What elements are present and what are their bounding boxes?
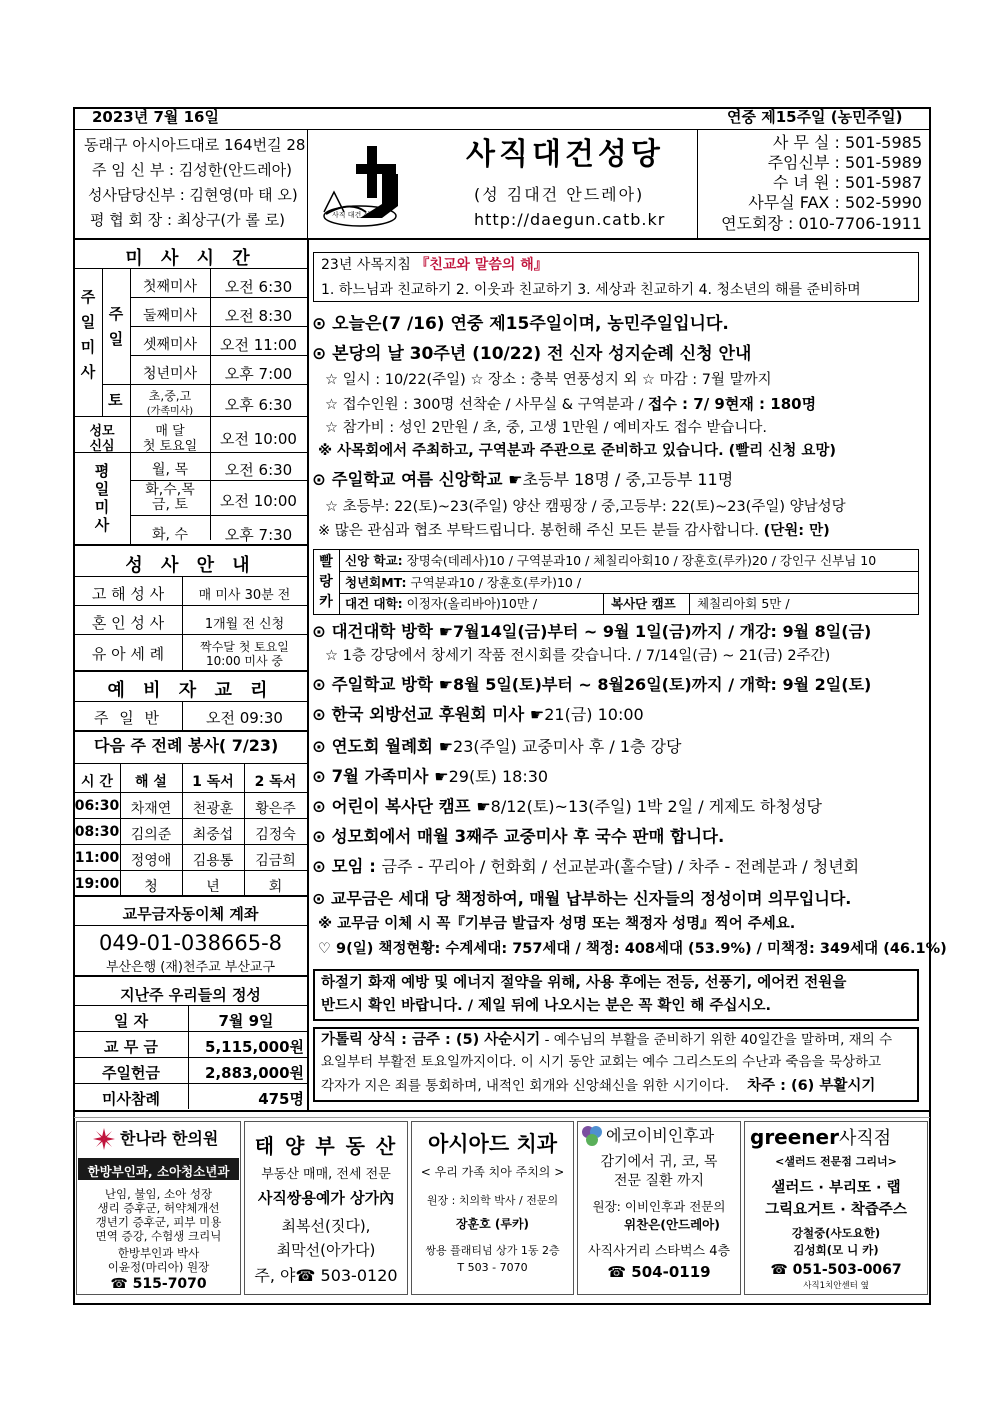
ad2-line: 부동산 매매, 전세 전문 [261,1167,391,1182]
weekday-time: 오전 10:00 [220,492,297,510]
donation-row-label: 청년회MT: [345,575,407,590]
service-time: 19:00 [74,876,120,892]
sacrament-value: 짝수달 첫 토요일 [200,640,289,654]
council-president: 평 협 회 장 : 최상구(가 롤 로) [90,211,286,229]
church-address: 동래구 아시아드대로 164번길 28 [84,136,306,154]
pointer-icon: ☛ [508,470,523,489]
thanks-text: ※ 많은 관심과 협조 부탁드립니다. 봉헌해 주신 모든 분들 감사합니다. [318,523,764,539]
offering-value: 475명 [258,1090,304,1108]
donation-camp-label: 복사단 캠프 [611,596,676,611]
pointer-icon: ☛ [438,622,454,641]
service-title: 다음 주 전례 봉사( 7/23) [94,736,279,755]
mass-time: 오전 11:00 [220,336,297,354]
divider [339,549,340,615]
divider [74,452,307,453]
motto-prefix-text: 23년 사목지침 [321,257,416,273]
ad1-tel: ☎ 515-7070 [110,1276,207,1292]
college-break-title: ⊙ 대건대학 방학 [312,622,439,641]
ad1-line: 한방부인과 박사 [117,1246,200,1260]
summer-school-count: 초등부 18명 / 중,고등부 11명 [522,470,734,489]
divider [74,605,307,606]
summer-school-thanks [318,524,830,539]
divider [130,326,307,327]
donation-row-3 [345,598,537,611]
monthly-label-2: 첫 토요일 [142,439,198,454]
phone-convent: 수 녀 원 : 501-5987 [772,173,922,192]
notice-altar-camp [312,799,822,816]
ad5-line: 그릭요거트 · 착즙주스 [765,1202,907,1218]
ad4-line: 사직사거리 스타벅스 4층 [587,1244,731,1259]
ad5-line: 강철중(사도요한) [791,1226,881,1240]
ad3-line: 원장 : 치의학 박사 / 전문의 [426,1194,559,1207]
divider [74,1031,307,1032]
notice-college-break [312,624,871,641]
offering-label: 미사참례 [102,1090,160,1108]
divider [74,1117,930,1118]
church-url[interactable]: http://daegun.catb.kr [474,210,666,229]
divider [74,975,307,977]
divider [74,925,307,926]
college-break-dates: 7월14일(금)부터 ~ 9월 1일(금)까지 / 개강: 9월 8일(금) [453,622,872,641]
divider [74,818,307,819]
mass-name: 초,중,고 [148,389,192,403]
marian-label: 성모 [89,424,115,439]
ad4-line: 원장: 이비인후과 전문의 [592,1199,726,1214]
mass-time: 오전 8:30 [224,307,293,325]
donation-row-text: 구역분과10 / 장훈호(루카)10 / [406,575,582,590]
monthly-label: 매 달 [155,424,185,439]
knowledge-title: 가톨릭 상식 : 금주 : (5) 사순시기 [321,1032,541,1048]
service-time: 08:30 [74,824,120,840]
knowledge-text: - 예수님의 부활을 준비하기 위한 40일간을 말하며, 재의 수 [540,1032,893,1048]
pointer-icon: ☛ [438,675,454,694]
divider [74,844,307,845]
ad3-name: 아시아드 치과 [427,1132,558,1156]
service-person: 김금희 [255,853,296,869]
divider [74,870,307,871]
divider [74,129,930,130]
logo-text: 사직 대건 성당 [332,211,378,219]
service-person: 김정숙 [255,827,296,843]
weekday-name: 화, 수 [152,527,188,543]
ad1-line: 이윤정(마리아) 원장 [107,1260,210,1274]
service-person: 년 [206,879,220,895]
phone-office: 사 무 실 : 501-5985 [772,133,922,152]
service-header: 해 설 [135,774,167,790]
divider [74,730,307,732]
sacrament-name: 혼 인 성 사 [91,614,165,632]
school-break-dates: 8월 5일(토)부터 ~ 8월26일(토)까지 / 개학: 9월 2일(토) [453,675,872,694]
ad4-line: 위찬은(안드레아) [624,1217,720,1232]
altar-camp-detail: 8/12(토)~13(주일) 1박 2일 / 게제도 하청성당 [490,797,822,816]
phone-pastor: 주임신부 : 501-5989 [767,153,922,172]
divider [74,895,307,897]
service-person: 차재연 [130,801,172,817]
divider [74,670,307,672]
divider [74,1083,307,1084]
mass-name-sub: (가족미사) [146,406,194,417]
college-exhibition: ☆ 1층 강당에서 창세기 작품 전시회를 갖습니다. / 7/14일(금) ~ 21(금) 2주간) [325,648,831,664]
service-person: 천광훈 [192,801,234,817]
service-header: 1 독서 [192,774,234,790]
ad5-name [750,1127,891,1148]
ad1-line: 갱년기 증후군, 피부 미용 [95,1215,222,1229]
divider [102,268,103,416]
church-name: 사직대건성당 [466,137,664,172]
bulletin-date: 2023년 7월 16일 [92,108,219,126]
donation-camp-text: 체칠리아회 5만 / [697,596,790,611]
divider [307,130,308,238]
motto-title: 『친교와 말씀의 해』 [415,257,548,273]
service-person: 김용통 [192,853,234,869]
registration-text: ☆ 접수인원 : 300명 선착순 / 사무실 & 구역분과 / [325,397,648,413]
divider [339,593,919,594]
divider [339,571,919,572]
weekday-name: 월, 목 [152,462,188,478]
sunday-label: 주일미사 [80,288,96,381]
phone-yeondo: 연도회장 : 010-7706-1911 [721,214,922,233]
mass-name: 둘째미사 [142,308,198,324]
flower-icon [92,1127,116,1151]
service-person: 회 [268,879,283,895]
ad4-name: 에코이비인후과 [606,1126,715,1145]
pointer-icon: ☛ [434,767,449,786]
notice-sunday-school-break [312,677,871,694]
mass-name: 셋째미사 [142,337,198,353]
divider [74,1057,307,1058]
notice-summer-school [312,472,733,489]
donation-row-label: 대건 대학: [345,596,403,611]
ad5-line: 사직1치안센터 옆 [803,1281,869,1291]
divider [74,238,930,240]
motto-items: 1. 하느님과 친교하기 2. 이웃과 친교하기 3. 세상과 친교하기 4. 청소년의 해를 준비하며 [321,282,861,298]
ad5-branch: 사직점 [838,1128,892,1149]
yeondo-title: ⊙ 연도회 월례회 [312,737,439,756]
mass-time: 오후 7:00 [224,365,293,383]
ad5-line: 샐러드 · 부리또 · 랩 [771,1180,901,1196]
ad2-line: 최복선(짓다), [281,1217,371,1235]
sacrament-name: 고 해 성 사 [91,585,165,603]
church-logo [320,142,408,232]
motto-prefix [321,258,548,272]
ad3-line: 쌍용 플래티넘 상가 1동 2층 [425,1244,560,1257]
sacrament-value: 1개월 전 신청 [204,617,285,632]
service-person: 최중섭 [192,827,234,843]
divider [74,544,307,546]
divider [74,701,307,702]
offering-title: 지난주 우리들의 정성 [120,986,261,1004]
energy-notice-line1: 하절기 화재 예방 및 에너지 절약을 위해, 사용 후에는 전등, 선풍기, 에어컨 전원을 [321,975,847,991]
service-person: 황은주 [255,801,296,817]
thanks-unit: (단원: 만) [763,523,830,539]
divider [74,634,307,635]
ad1-line: 난임, 불임, 소아 성장 [104,1187,213,1201]
service-person: 청 [144,879,158,895]
donation-row-text: 이정자(올리바아)10만 / [402,596,538,611]
family-mass-time: 29(토) 18:30 [448,767,549,786]
pilgrimage-registration [325,397,816,413]
notice-mission-mass [312,707,644,724]
service-time: 11:00 [74,850,120,866]
donation-label: 빨랑카 [319,554,333,610]
donation-row-2 [345,577,581,590]
mass-time: 오후 6:30 [224,396,293,414]
church-patron: (성 김대건 안드레아) [474,185,645,204]
tithe-status: ♡ 9(일) 책정현황: 수계세대: 757세대 / 책정: 408세대 (53.9%) / 미책정: 349세대 (46.1%) [318,941,947,957]
service-header: 시 간 [81,774,113,790]
school-break-title: ⊙ 주일학교 방학 [312,675,439,694]
weekday-label: 평일미사 [94,462,110,534]
offering-value: 2,883,000원 [205,1064,304,1082]
mass-title: 미 사 시 간 [125,248,256,269]
divider [102,384,307,385]
catechumen-time: 오전 09:30 [206,709,283,727]
mass-time: 오전 6:30 [224,278,293,296]
ad2-name: 태 양 부 동 산 [254,1134,398,1158]
pointer-icon: ☛ [476,797,491,816]
offering-value: 7월 9일 [218,1012,274,1030]
ad1-line: 면역 증강, 수험생 크리닉 [95,1229,222,1243]
account-number: 049-01-038665-8 [98,931,283,955]
pilgrimage-detail: ☆ 일시 : 10/22(주일) ☆ 장소 : 충북 연풍성지 외 ☆ 마감 : 7월 말까지 [325,372,772,388]
ad4-tel: ☎ 504-0119 [607,1263,711,1281]
ad4-line: 전문 질환 까지 [613,1173,705,1189]
assistant-priest: 성사담당신부 : 김현영(마 태 오) [88,186,298,204]
notice-today: ⊙ 오늘은(7 /16) 연중 제15주일이며, 농민주일입니다. [312,314,729,334]
service-time: 06:30 [74,798,120,814]
notice-yeondo-meeting [312,739,681,756]
divider [130,355,307,356]
saturday-label: 토 [108,391,123,409]
offering-label: 교 무 금 [104,1038,158,1056]
summer-school-detail: ☆ 초등부: 22(토)~23(주일) 양산 캠핑장 / 중,고등부: 22(토)~23(주일) 양남성당 [325,499,846,515]
divider [74,763,307,764]
donation-row-1 [345,555,876,568]
divider [130,297,307,298]
knowledge-next: 차주 : (6) 부활시기 [747,1078,876,1094]
sacrament-title: 성 사 안 내 [125,555,256,576]
meetings-detail: 금주 - 꾸리아 / 헌화회 / 선교분과(홀수달) / 차주 - 전례분과 / 청년회 [381,857,860,876]
sunday-inner-label: 주일 [108,305,124,348]
family-mass-title: ⊙ 7월 가족미사 [312,767,435,786]
ad1-band-text: 한방부인과, 소아청소년과 [87,1164,230,1179]
knowledge-line3 [321,1079,875,1094]
service-person: 김의준 [130,827,172,843]
pointer-icon: ☛ [438,737,454,756]
divider [307,240,309,1110]
donation-row-label: 신앙 학교: [345,553,403,568]
divider [603,593,604,615]
divider [130,515,307,516]
pilgrimage-fee: ☆ 참가비 : 성인 2만원 / 초, 중, 고생 1만원 / 예비자도 접수 받습니다. [325,420,768,436]
catechumen-title: 예 비 자 교 리 [107,680,274,701]
ad2-tel: 주, 야☎ 503-0120 [254,1266,398,1285]
ad1-name: 한나라 한의원 [120,1129,219,1148]
energy-notice-line2: 반드시 확인 바랍니다. / 제일 뒤에 나오시는 분은 꼭 확인 해 주십시오. [321,998,772,1014]
account-bank: 부산은행 (재)천주교 부산교구 [105,960,276,975]
liturgical-week: 연중 제15주일 (농민주일) [727,108,903,126]
yeondo-detail: 23(주일) 교중미사 후 / 1층 강당 [453,737,682,756]
pointer-icon: ☛ [529,705,545,724]
divider [74,576,307,577]
ad5-tel: ☎ 051-503-0067 [770,1262,902,1278]
pastor-name: 주 임 신 부 : 김성한(안드레아) [92,161,292,179]
divider [74,268,307,269]
ad2-line: 사직쌍용예가 상가內 [257,1189,395,1207]
summer-school-title: ⊙ 주일학교 여름 신앙학교 [312,470,509,489]
notice-tithe: ⊙ 교무금은 세대 당 책정하여, 매월 납부하는 신자들의 정성이며 의무입니다. [312,889,852,908]
sacrament-value: 매 미사 30분 전 [198,588,291,603]
ad4-line: 감기에서 귀, 코, 목 [600,1154,718,1170]
ad5-brand: greener [750,1125,839,1149]
weekday-time: 오후 7:30 [224,526,293,544]
sacrament-value-2: 10:00 미사 중 [206,654,283,668]
ad5-line: 김성희(모 니 카) [793,1243,879,1257]
meetings-title: ⊙ 모임 : [312,857,382,876]
knowledge-text: 각자가 지은 죄를 통회하며, 내적인 회개와 신앙쇄신을 위한 시기이다. [321,1078,730,1094]
catechumen-class: 주 일 반 [93,709,162,727]
divider [74,1005,307,1006]
service-person: 정영애 [130,853,172,869]
weekday-name: 화,수,목 금, 토 [145,482,195,513]
divider [689,593,690,615]
mass-name: 청년미사 [142,366,198,382]
mission-mass-time: 21(금) 10:00 [544,705,644,724]
weekday-time: 오전 6:30 [224,461,293,479]
notice-pilgrimage: ⊙ 본당의 날 30주년 (10/22) 전 신자 성지순례 신청 안내 [312,344,752,364]
sacrament-name: 유 아 세 례 [91,645,165,663]
account-title: 교무금자동이체 계좌 [122,905,259,923]
phone-fax: 사무실 FAX : 502-5990 [748,193,922,212]
notice-noodle-sale: ⊙ 성모회에서 매월 3째주 교중미사 후 국수 판매 합니다. [312,827,725,846]
knowledge-line1 [321,1033,892,1048]
clinic-logo-icon [580,1124,604,1148]
ad5-line: <샐러드 전문점 그리너> [775,1155,897,1168]
offering-label: 일 자 [113,1012,149,1030]
altar-camp-title: ⊙ 어린이 복사단 캠프 [312,797,477,816]
marian-label-2: 신심 [89,439,115,454]
tithe-note: ※ 교무금 이체 시 꼭『기부금 발급자 성명 또는 책정자 성명』찍어 주세요. [318,916,796,932]
ad3-line: 장훈호 (루카) [455,1217,530,1231]
mass-name: 첫째미사 [142,279,198,295]
mission-mass-title: ⊙ 한국 외방선교 후원회 미사 [312,705,530,724]
offering-label: 주일헌금 [102,1064,160,1082]
monthly-time: 오전 10:00 [220,430,297,448]
ad2-line: 최막선(아가다) [276,1241,376,1259]
pilgrimage-note: ※ 사목회에서 주최하고, 구역분과 주관으로 준비하고 있습니다. (빨리 신청 요망) [318,443,837,459]
ad3-line: T 503 - 7070 [457,1261,528,1274]
donation-row-text: 장명숙(데레사)10 / 구역분과10 / 체칠리아회10 / 장훈호(루카)20 / 강인구 신부님 10 [402,553,877,568]
divider [130,480,307,481]
ad3-line: < 우리 가족 치아 주치의 > [420,1165,565,1179]
divider [74,1110,930,1112]
divider [697,130,698,238]
notice-family-mass [312,769,548,786]
ad1-line: 생리 증후군, 허약체개선 [97,1201,220,1215]
offering-value: 5,115,000원 [205,1038,304,1056]
knowledge-line2: 요일부터 부활전 토요일까지이다. 이 시기 동안 교회는 예수 그리스도의 수난과 죽음을 묵상하고 [321,1054,882,1070]
service-header: 2 독서 [254,774,297,790]
registration-count: 접수 : 7/ 9현재 : 180명 [647,395,817,413]
notice-meetings [312,859,859,876]
divider [74,792,307,793]
